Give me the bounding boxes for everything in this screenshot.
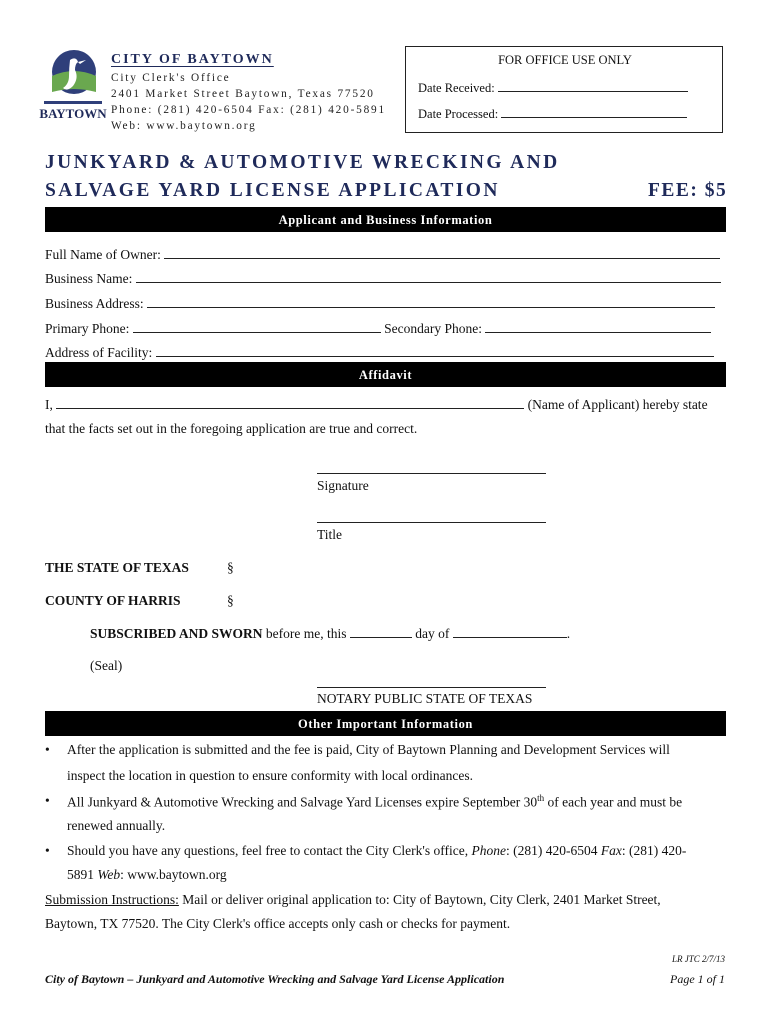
bullet-icon: • xyxy=(45,742,50,757)
footer-title: City of Baytown – Junkyard and Automotive Wrecking and Salvage Yard License Application xyxy=(45,972,505,986)
business-address-label: Business Address: xyxy=(45,296,144,311)
section-affidavit-header: Affidavit xyxy=(45,362,726,387)
facility-field[interactable] xyxy=(156,346,714,357)
business-name-row xyxy=(45,271,721,287)
facility-row xyxy=(45,345,714,361)
applicant-name-field[interactable] xyxy=(56,398,524,409)
bullet-icon: • xyxy=(45,843,50,858)
title-line[interactable] xyxy=(317,522,546,523)
bullet-1-line1: After the application is submitted and the fee is paid, City of Baytown Planning and Development Services will xyxy=(67,742,670,757)
web-address: : www.baytown.org xyxy=(120,867,227,882)
submission-row xyxy=(45,892,661,908)
owner-label: Full Name of Owner: xyxy=(45,247,161,262)
state-section-symbol: § xyxy=(227,560,234,575)
period: . xyxy=(566,626,571,641)
phone-fax: Phone: (281) 420-6504 Fax: (281) 420-5891 xyxy=(111,104,386,116)
section-applicant-header: Applicant and Business Information xyxy=(45,207,726,232)
business-address-field[interactable] xyxy=(147,297,715,308)
fax-number: : (281) 420- xyxy=(621,843,687,858)
notary-label: NOTARY PUBLIC STATE OF TEXAS xyxy=(317,691,533,706)
page-number: Page 1 of 1 xyxy=(670,972,725,986)
seal-label: (Seal) xyxy=(90,658,123,673)
bullet-1-line2: inspect the location in question to ensure conformity with local ordinances. xyxy=(67,768,474,783)
bullet-2-text: All Junkyard & Automotive Wrecking and Salvage Yard Licenses expire September 30 xyxy=(67,794,538,810)
info-bullet-1 xyxy=(45,742,735,760)
form-code: LR JTC 2/7/13 xyxy=(671,954,725,964)
facility-label: Address of Facility: xyxy=(45,345,153,360)
bullet-2-text-end: of each year and must be xyxy=(544,794,683,810)
office-use-box xyxy=(405,46,723,133)
business-name-label: Business Name: xyxy=(45,271,133,286)
submission-line2: Baytown, TX 77520. The City Clerk's office accepts only cash or checks for payment. xyxy=(45,916,511,931)
title-label: Title xyxy=(317,527,343,542)
web-label: Web xyxy=(97,867,121,882)
subscribed-row xyxy=(90,626,570,642)
bullet-3-line2 xyxy=(67,867,227,883)
logo-text: BAYTOWN xyxy=(39,106,107,121)
affidavit-statement: that the facts set out in the foregoing application are true and correct. xyxy=(45,421,418,436)
date-received-field[interactable] xyxy=(498,81,688,92)
office-name: City Clerk's Office xyxy=(111,72,231,84)
info-bullet-3 xyxy=(45,843,735,861)
i-prefix: I, xyxy=(45,397,53,412)
sworn-month-field[interactable] xyxy=(453,627,567,638)
business-address-row xyxy=(45,296,715,312)
form-title-line1: JUNKYARD & AUTOMOTIVE WRECKING AND xyxy=(45,152,560,173)
county-section-symbol: § xyxy=(227,593,234,608)
website: Web: www.baytown.org xyxy=(111,120,257,132)
owner-field[interactable] xyxy=(164,248,720,259)
fax-label: Fax xyxy=(600,843,622,858)
bullet-icon: • xyxy=(45,793,50,808)
date-processed-field[interactable] xyxy=(501,107,687,118)
form-title-line2: SALVAGE YARD LICENSE APPLICATION xyxy=(45,180,500,201)
state-label: THE STATE OF TEXAS xyxy=(45,560,189,575)
city-name: CITY OF BAYTOWN xyxy=(111,52,274,67)
secondary-phone-label: Secondary Phone: xyxy=(384,321,482,336)
date-processed-row xyxy=(418,107,687,122)
bullet-3-line1 xyxy=(67,843,686,859)
section-other-header: Other Important Information xyxy=(45,711,726,736)
date-processed-label: Date Processed: xyxy=(418,107,499,121)
office-use-title: FOR OFFICE USE ONLY xyxy=(498,53,632,67)
phone-number: : (281) 420-6504 xyxy=(505,843,601,858)
bullet-2-line2: renewed annually. xyxy=(67,818,166,833)
date-received-row xyxy=(418,81,688,96)
signature-line[interactable] xyxy=(317,473,546,474)
county-label: COUNTY OF HARRIS xyxy=(45,593,181,608)
secondary-phone-field[interactable] xyxy=(485,322,711,333)
fax-number-end: 5891 xyxy=(67,867,98,882)
bullet-3-text: Should you have any questions, feel free to contact the City Clerk's office, xyxy=(67,843,472,858)
city-logo xyxy=(39,46,107,126)
business-name-field[interactable] xyxy=(136,272,721,283)
signature-label: Signature xyxy=(317,478,369,493)
name-of-applicant-text: (Name of Applicant) hereby state xyxy=(527,397,708,412)
phone-row xyxy=(45,321,711,337)
notary-line[interactable] xyxy=(317,687,546,688)
primary-phone-field[interactable] xyxy=(133,322,381,333)
bullet-2-sup: th xyxy=(537,793,545,803)
date-received-label: Date Received: xyxy=(418,81,495,95)
owner-row xyxy=(45,247,720,263)
office-address: 2401 Market Street Baytown, Texas 77520 xyxy=(111,88,375,100)
bullet-2-line1 xyxy=(67,793,682,811)
submission-text: Mail or deliver original application to: City of Baytown, City Clerk, 2401 Market Street, xyxy=(178,892,661,907)
subscribed-before: before me, this xyxy=(262,626,350,641)
info-bullet-2 xyxy=(45,793,735,811)
phone-label: Phone xyxy=(471,843,506,858)
fee-label: FEE: $5 xyxy=(648,180,728,201)
subscribed-bold: SUBSCRIBED AND SWORN xyxy=(90,626,263,641)
day-of-text: day of xyxy=(411,626,453,641)
primary-phone-label: Primary Phone: xyxy=(45,321,130,336)
sworn-day-field[interactable] xyxy=(350,627,412,638)
applicant-statement-row xyxy=(45,397,708,413)
submission-label: Submission Instructions: xyxy=(45,892,179,907)
